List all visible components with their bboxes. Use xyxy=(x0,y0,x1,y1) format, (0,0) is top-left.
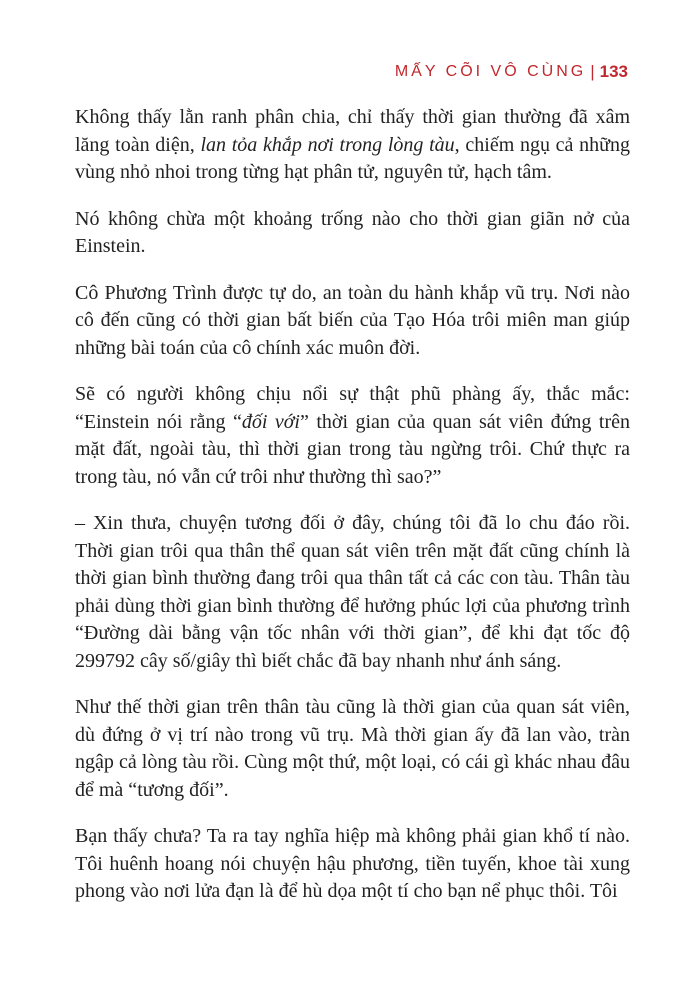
header-separator: | xyxy=(590,62,595,81)
running-header xyxy=(395,60,628,84)
paragraph-5: – Xin thưa, chuyện tương đối ở đây, chúng tôi đã lo chu đáo rồi. Thời gian trôi qua thân thể quan sát viên trên mặt đất cũng chính là thời gian bình thường đang trôi qua thân tất cả các con tàu. Thân tàu phải dùng thời gian bình thường để hưởng phúc lợi của phương trình “Đường dài bằng vận tốc nhân với thời gian”, để khi đạt tốc độ 299792 cây số/giây thì biết chắc đã bay nhanh như ánh sáng. xyxy=(75,512,630,672)
paragraph-1-text-start: Không thấy lằn ranh phân chia, chỉ thấy thời gian thường đã xâm lăng toàn diện, xyxy=(75,106,630,156)
book-title: MẤY CÕI VÔ CÙNG xyxy=(394,63,587,80)
paragraph-1-text-end: , chiếm ngụ cả những vùng nhỏ nhoi trong từng hạt phân tử, nguyên tử, hạch tâm. xyxy=(75,133,630,183)
paragraph-4-text-start: Sẽ có người không chịu nổi sự thật phũ phàng ấy, thắc mắc: “Einstein nói rằng “ xyxy=(75,383,630,433)
paragraph-1-italic-phrase: lan tỏa khắp nơi trong lòng tàu xyxy=(200,133,455,156)
paragraph-4 xyxy=(75,381,630,491)
page-number: 133 xyxy=(599,62,628,81)
paragraph-3: Cô Phương Trình được tự do, an toàn du hành khắp vũ trụ. Nơi nào cô đến cũng có thời gian bất biến của Tạo Hóa trôi miên man giúp những bài toán của cô chính xác muôn đời. xyxy=(75,281,630,359)
paragraph-7: Bạn thấy chưa? Ta ra tay nghĩa hiệp mà không phải gian khổ tí nào. Tôi huênh hoang nói chuyện hậu phương, tiền tuyến, khoe tài xung phong vào nơi lửa đạn là để hù dọa một tí cho bạn nể phục thôi. Tôi xyxy=(75,825,630,902)
paragraph-4-italic-phrase: đối với xyxy=(241,410,300,433)
paragraph-4-text-end: ” thời gian của quan sát viên đứng trên mặt đất, ngoài tàu, thì thời gian trong tàu ngừng trôi. Chứ thực ra trong tàu, nó vẫn cứ trôi như thường thì sao?” xyxy=(75,410,630,488)
paragraph-6: Như thế thời gian trên thân tàu cũng là thời gian của quan sát viên, dù đứng ở vị trí nào trong vũ trụ. Mà thời gian ấy đã lan vào, tràn ngập cả lòng tàu rồi. Cùng một thứ, một loại, có cái gì khác nhau đâu để mà “tương đối”. xyxy=(75,696,630,801)
body-text xyxy=(75,104,630,925)
paragraph-2: Nó không chừa một khoảng trống nào cho thời gian giãn nở của Einstein. xyxy=(75,207,630,257)
paragraph-1 xyxy=(75,104,630,187)
